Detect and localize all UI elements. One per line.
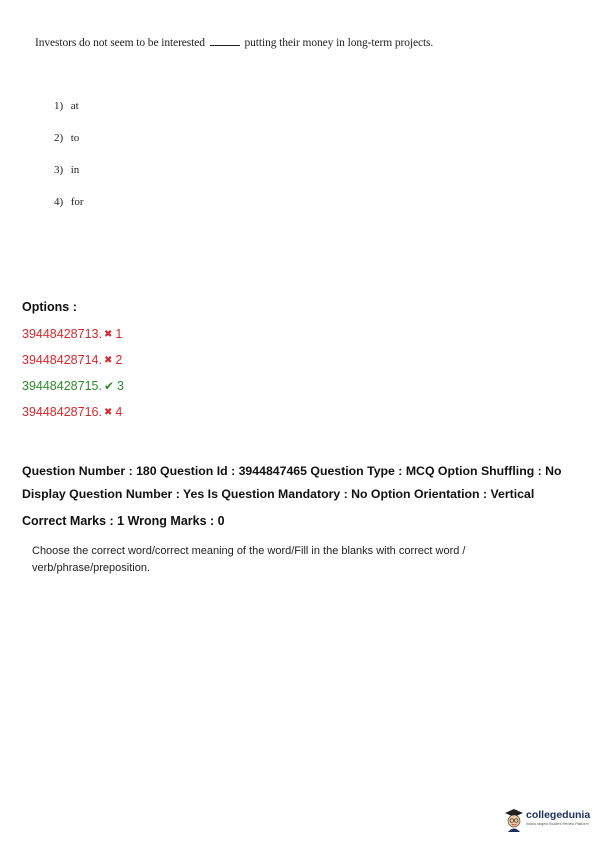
- choice-3: [54, 164, 79, 176]
- question-stem: [35, 36, 433, 49]
- choice-number: 3): [54, 164, 64, 176]
- option-id: 39448428715.: [22, 379, 102, 393]
- option-row: [22, 405, 122, 419]
- check-icon: ✔: [103, 379, 115, 393]
- option-row: [22, 353, 122, 367]
- question-meta-line-1: Question Number : 180 Question Id : 3944847465 Question Type : MCQ Option Shuffling : No: [22, 464, 562, 478]
- instruction-text: [32, 543, 472, 577]
- option-row-correct: [22, 379, 124, 393]
- option-id: 39448428713.: [22, 327, 102, 341]
- brand-tagline: India's largest Student Review Platform: [526, 822, 589, 826]
- option-id: 39448428716.: [22, 405, 102, 419]
- option-row: [22, 327, 122, 341]
- instruction-line: Choose the correct word/correct meaning of the word/Fill in the blanks with correct word /: [32, 545, 466, 557]
- option-label: 1: [115, 327, 123, 341]
- option-label: 3: [117, 379, 124, 393]
- choice-number: 2): [54, 132, 64, 144]
- choice-text: for: [70, 196, 84, 208]
- choice-text: at: [70, 100, 79, 112]
- option-id: 39448428714.: [22, 353, 102, 367]
- fill-blank: [210, 36, 240, 46]
- question-marks: Correct Marks : 1 Wrong Marks : 0: [22, 514, 225, 528]
- choice-number: 4): [54, 196, 64, 208]
- question-stem-after: putting their money in long-term projects.: [244, 37, 434, 49]
- option-label: 4: [115, 405, 123, 419]
- choice-number: 1): [54, 100, 64, 112]
- option-label: 2: [115, 353, 123, 367]
- choice-2: [54, 132, 79, 144]
- cross-icon: ✖: [103, 329, 113, 340]
- choice-1: [54, 100, 79, 112]
- question-stem-before: Investors do not seem to be interested: [35, 37, 205, 49]
- brand-logo: [504, 808, 592, 832]
- question-meta-line-2: Display Question Number : Yes Is Question Mandatory : No Option Orientation : Vertical: [22, 487, 535, 501]
- choice-text: in: [70, 164, 80, 176]
- brand-name: collegedunia: [526, 809, 591, 821]
- mascot-logo-icon: [504, 808, 524, 832]
- cross-icon: ✖: [103, 407, 113, 418]
- options-heading: Options :: [22, 300, 77, 314]
- instruction-line: verb/phrase/preposition.: [32, 562, 151, 574]
- choice-text: to: [70, 132, 80, 144]
- choice-4: [54, 196, 84, 208]
- cross-icon: ✖: [103, 355, 113, 366]
